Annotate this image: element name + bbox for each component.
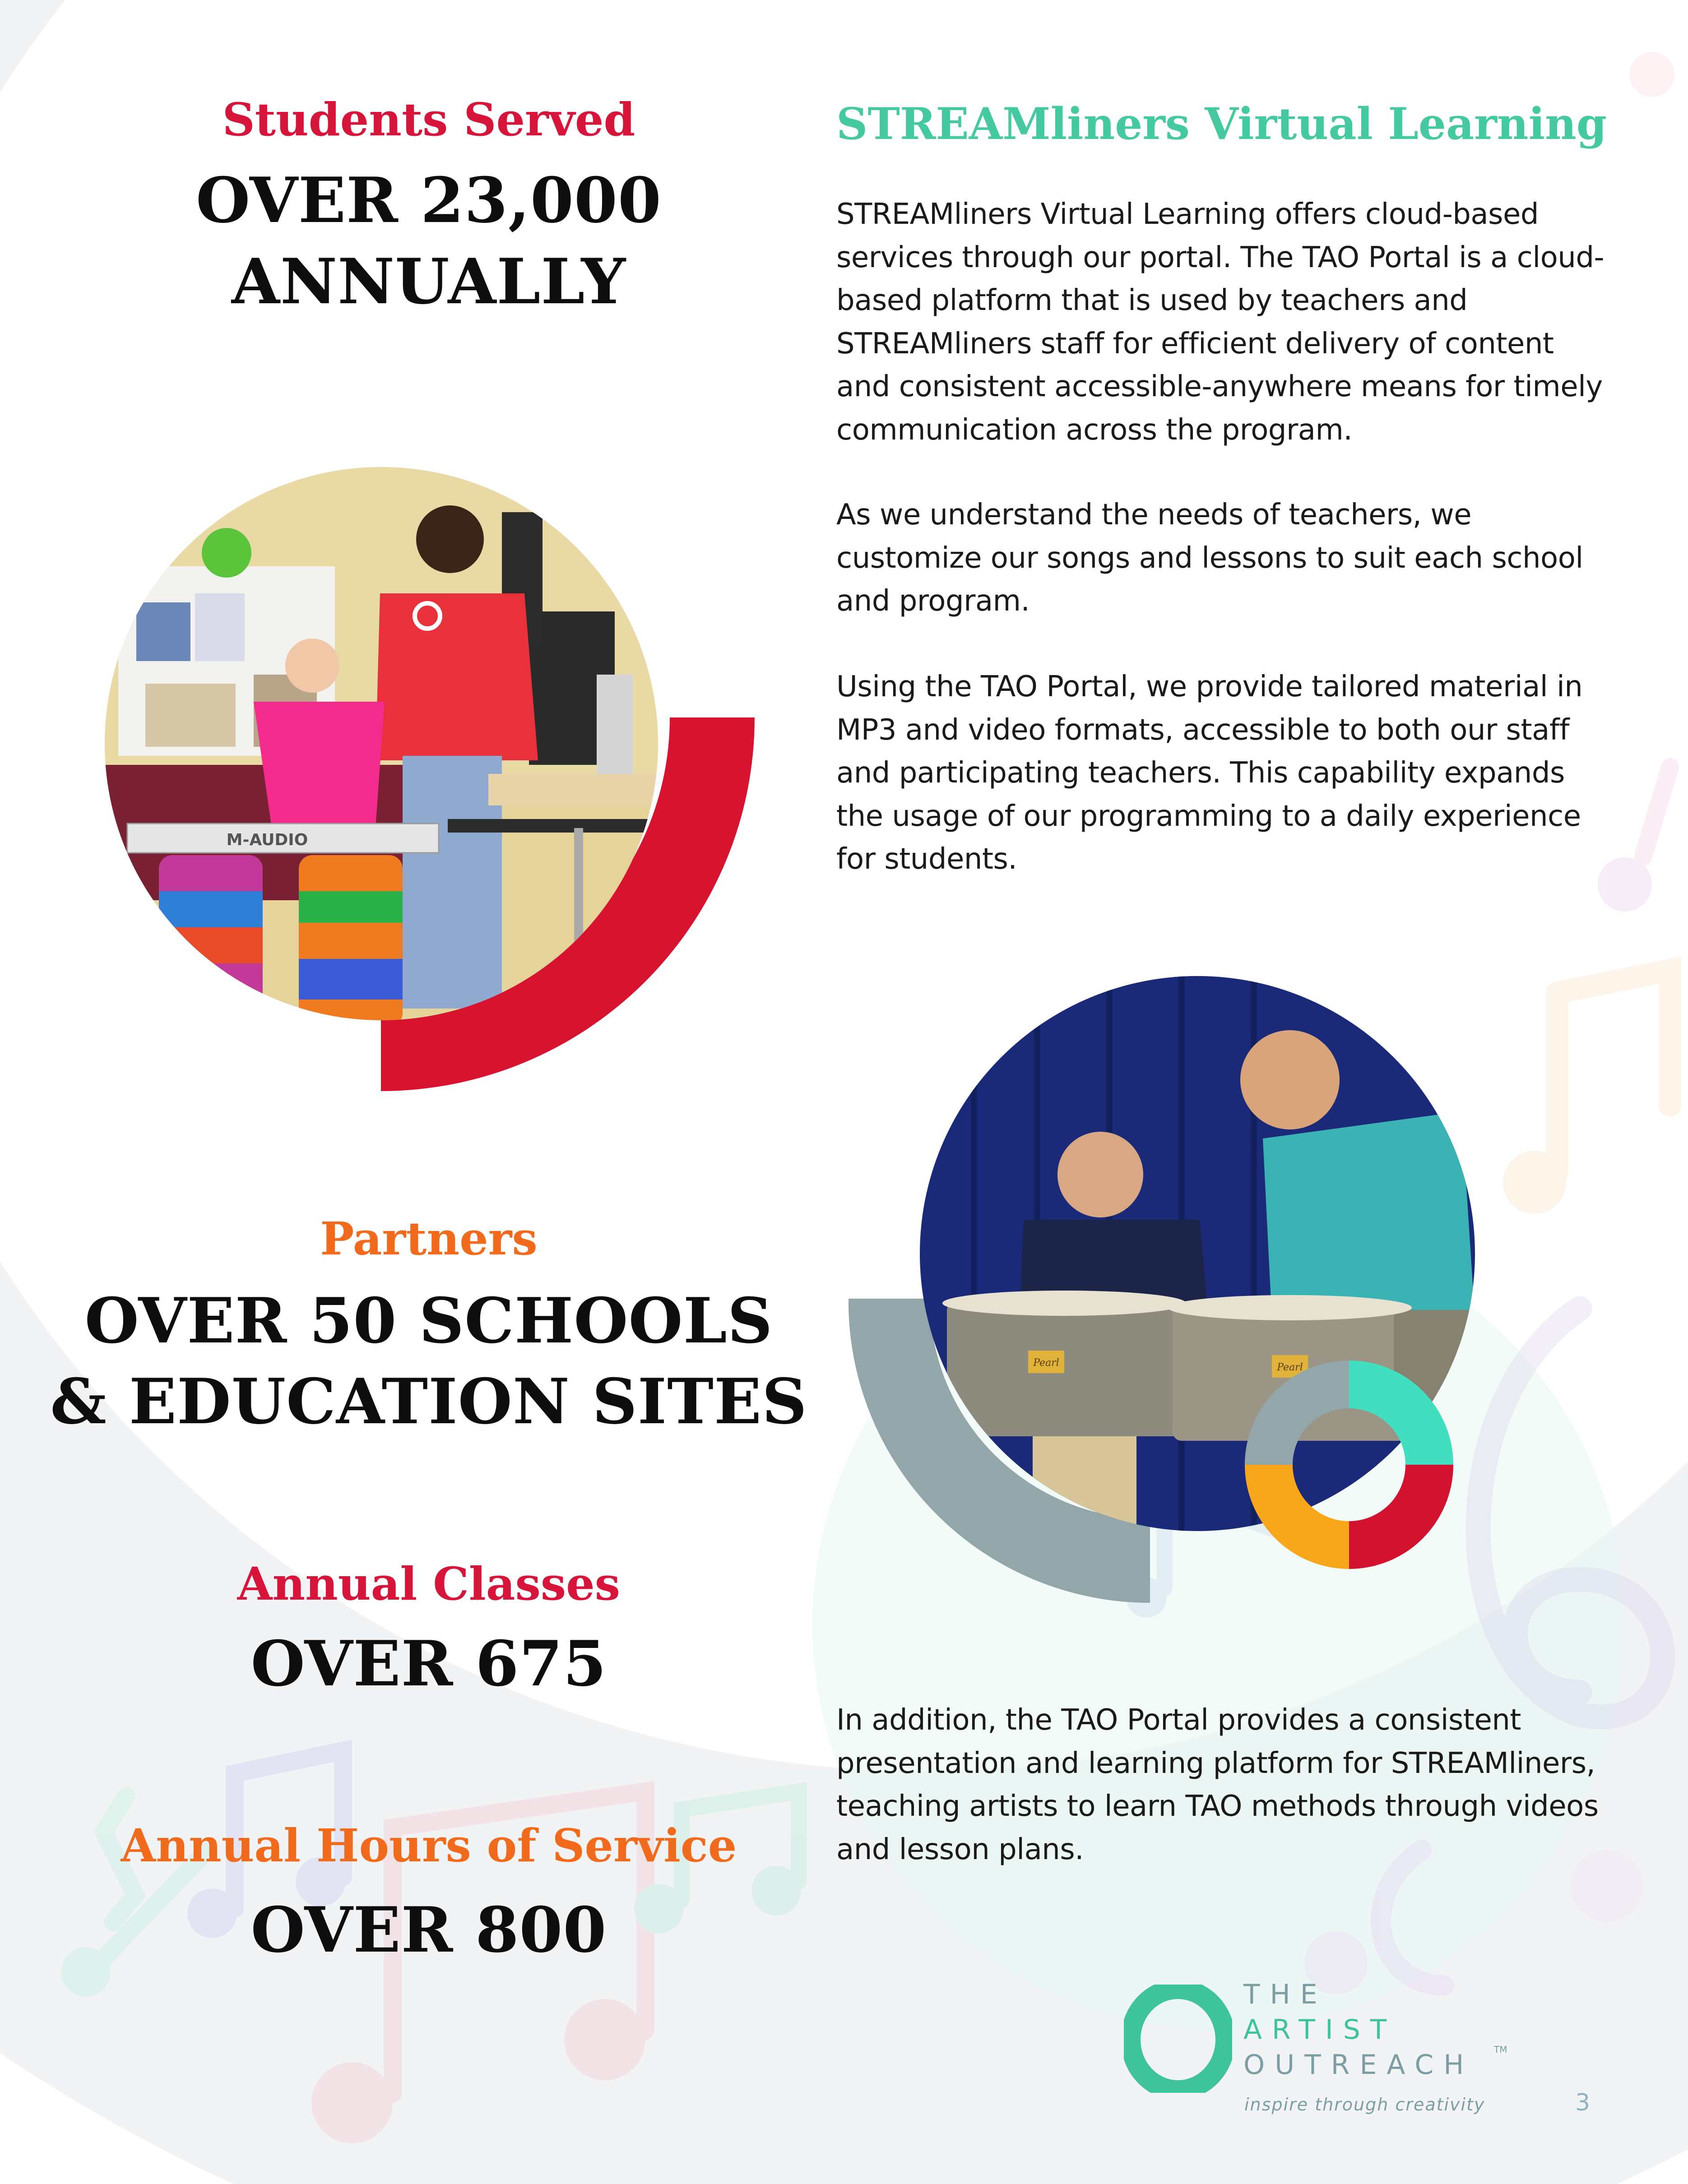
drum-brand: Pearl [1033, 1357, 1059, 1369]
stat-label: Annual Hours of Service [121, 1819, 737, 1872]
stat-label: Partners [320, 1212, 538, 1265]
stat-students-served-value [0, 163, 858, 237]
paragraph: As we understand the needs of teachers, we customize our songs and lessons to suit each school and program. [836, 498, 1583, 618]
stat-students-served-value-2 [0, 245, 858, 318]
logo-line-the: THE [1243, 1979, 1327, 2010]
keyboard-brand: M-AUDIO [226, 831, 308, 849]
stat-value-line: ANNUALLY [231, 245, 626, 318]
stat-annual-hours-value [0, 1893, 858, 1967]
logo-trademark: TM [1494, 2044, 1507, 2055]
stat-partners-value-2 [0, 1365, 858, 1438]
stat-value-line: OVER 800 [250, 1893, 607, 1967]
stat-partners [0, 1212, 858, 1265]
stat-label: Students Served [222, 93, 635, 146]
stat-label: Annual Classes [237, 1557, 621, 1610]
stat-annual-classes-value [0, 1627, 858, 1700]
stat-students-served [0, 93, 858, 146]
footer-logo [1124, 1981, 1521, 2125]
portal-paragraph [836, 666, 1613, 881]
page-number: 3 [1575, 2089, 1591, 2116]
needs-paragraph [836, 494, 1613, 623]
stat-value-line: OVER 23,000 [196, 163, 662, 237]
stat-value-line: OVER 50 SCHOOLS [84, 1284, 773, 1357]
donut-decoration [1245, 1360, 1453, 1569]
classroom-scene-illustration [105, 467, 658, 1020]
closing-paragraph [836, 1699, 1613, 1871]
paragraph: In addition, the TAO Portal provides a consistent presentation and learning platform for STREAMliners, teaching artists to learn TAO methods through videos and lesson plans. [836, 1703, 1599, 1866]
logo-line-outreach: OUTREACH [1243, 2049, 1474, 2081]
logo-ring-icon [1124, 1985, 1232, 2093]
photo-classroom-keyboard [105, 467, 658, 1020]
section-heading: STREAMliners Virtual Learning [836, 98, 1607, 149]
stat-partners-value [0, 1284, 858, 1357]
paragraph: STREAMliners Virtual Learning offers cloud-based services through our portal. The TAO Portal is a cloud-based platform that is used by teachers and STREAMliners staff for efficient delivery of content and consistent accessible-anywhere means for timely communication across the program. [836, 198, 1605, 447]
paragraph: Using the TAO Portal, we provide tailored material in MP3 and video formats, accessible to both our staff and participating teachers. This capability expands the usage of our programming to a daily experience for students. [836, 670, 1583, 876]
stat-annual-classes [0, 1557, 858, 1610]
stat-value-line: & EDUCATION SITES [50, 1365, 807, 1438]
logo-tagline: inspire through creativity [1244, 2095, 1485, 2115]
stat-value-line: OVER 675 [250, 1627, 607, 1700]
intro-paragraph [836, 193, 1613, 452]
logo-line-artist: ARTIST [1243, 2014, 1397, 2045]
drum-brand: Pearl [1277, 1362, 1303, 1373]
stat-annual-hours [0, 1819, 858, 1872]
